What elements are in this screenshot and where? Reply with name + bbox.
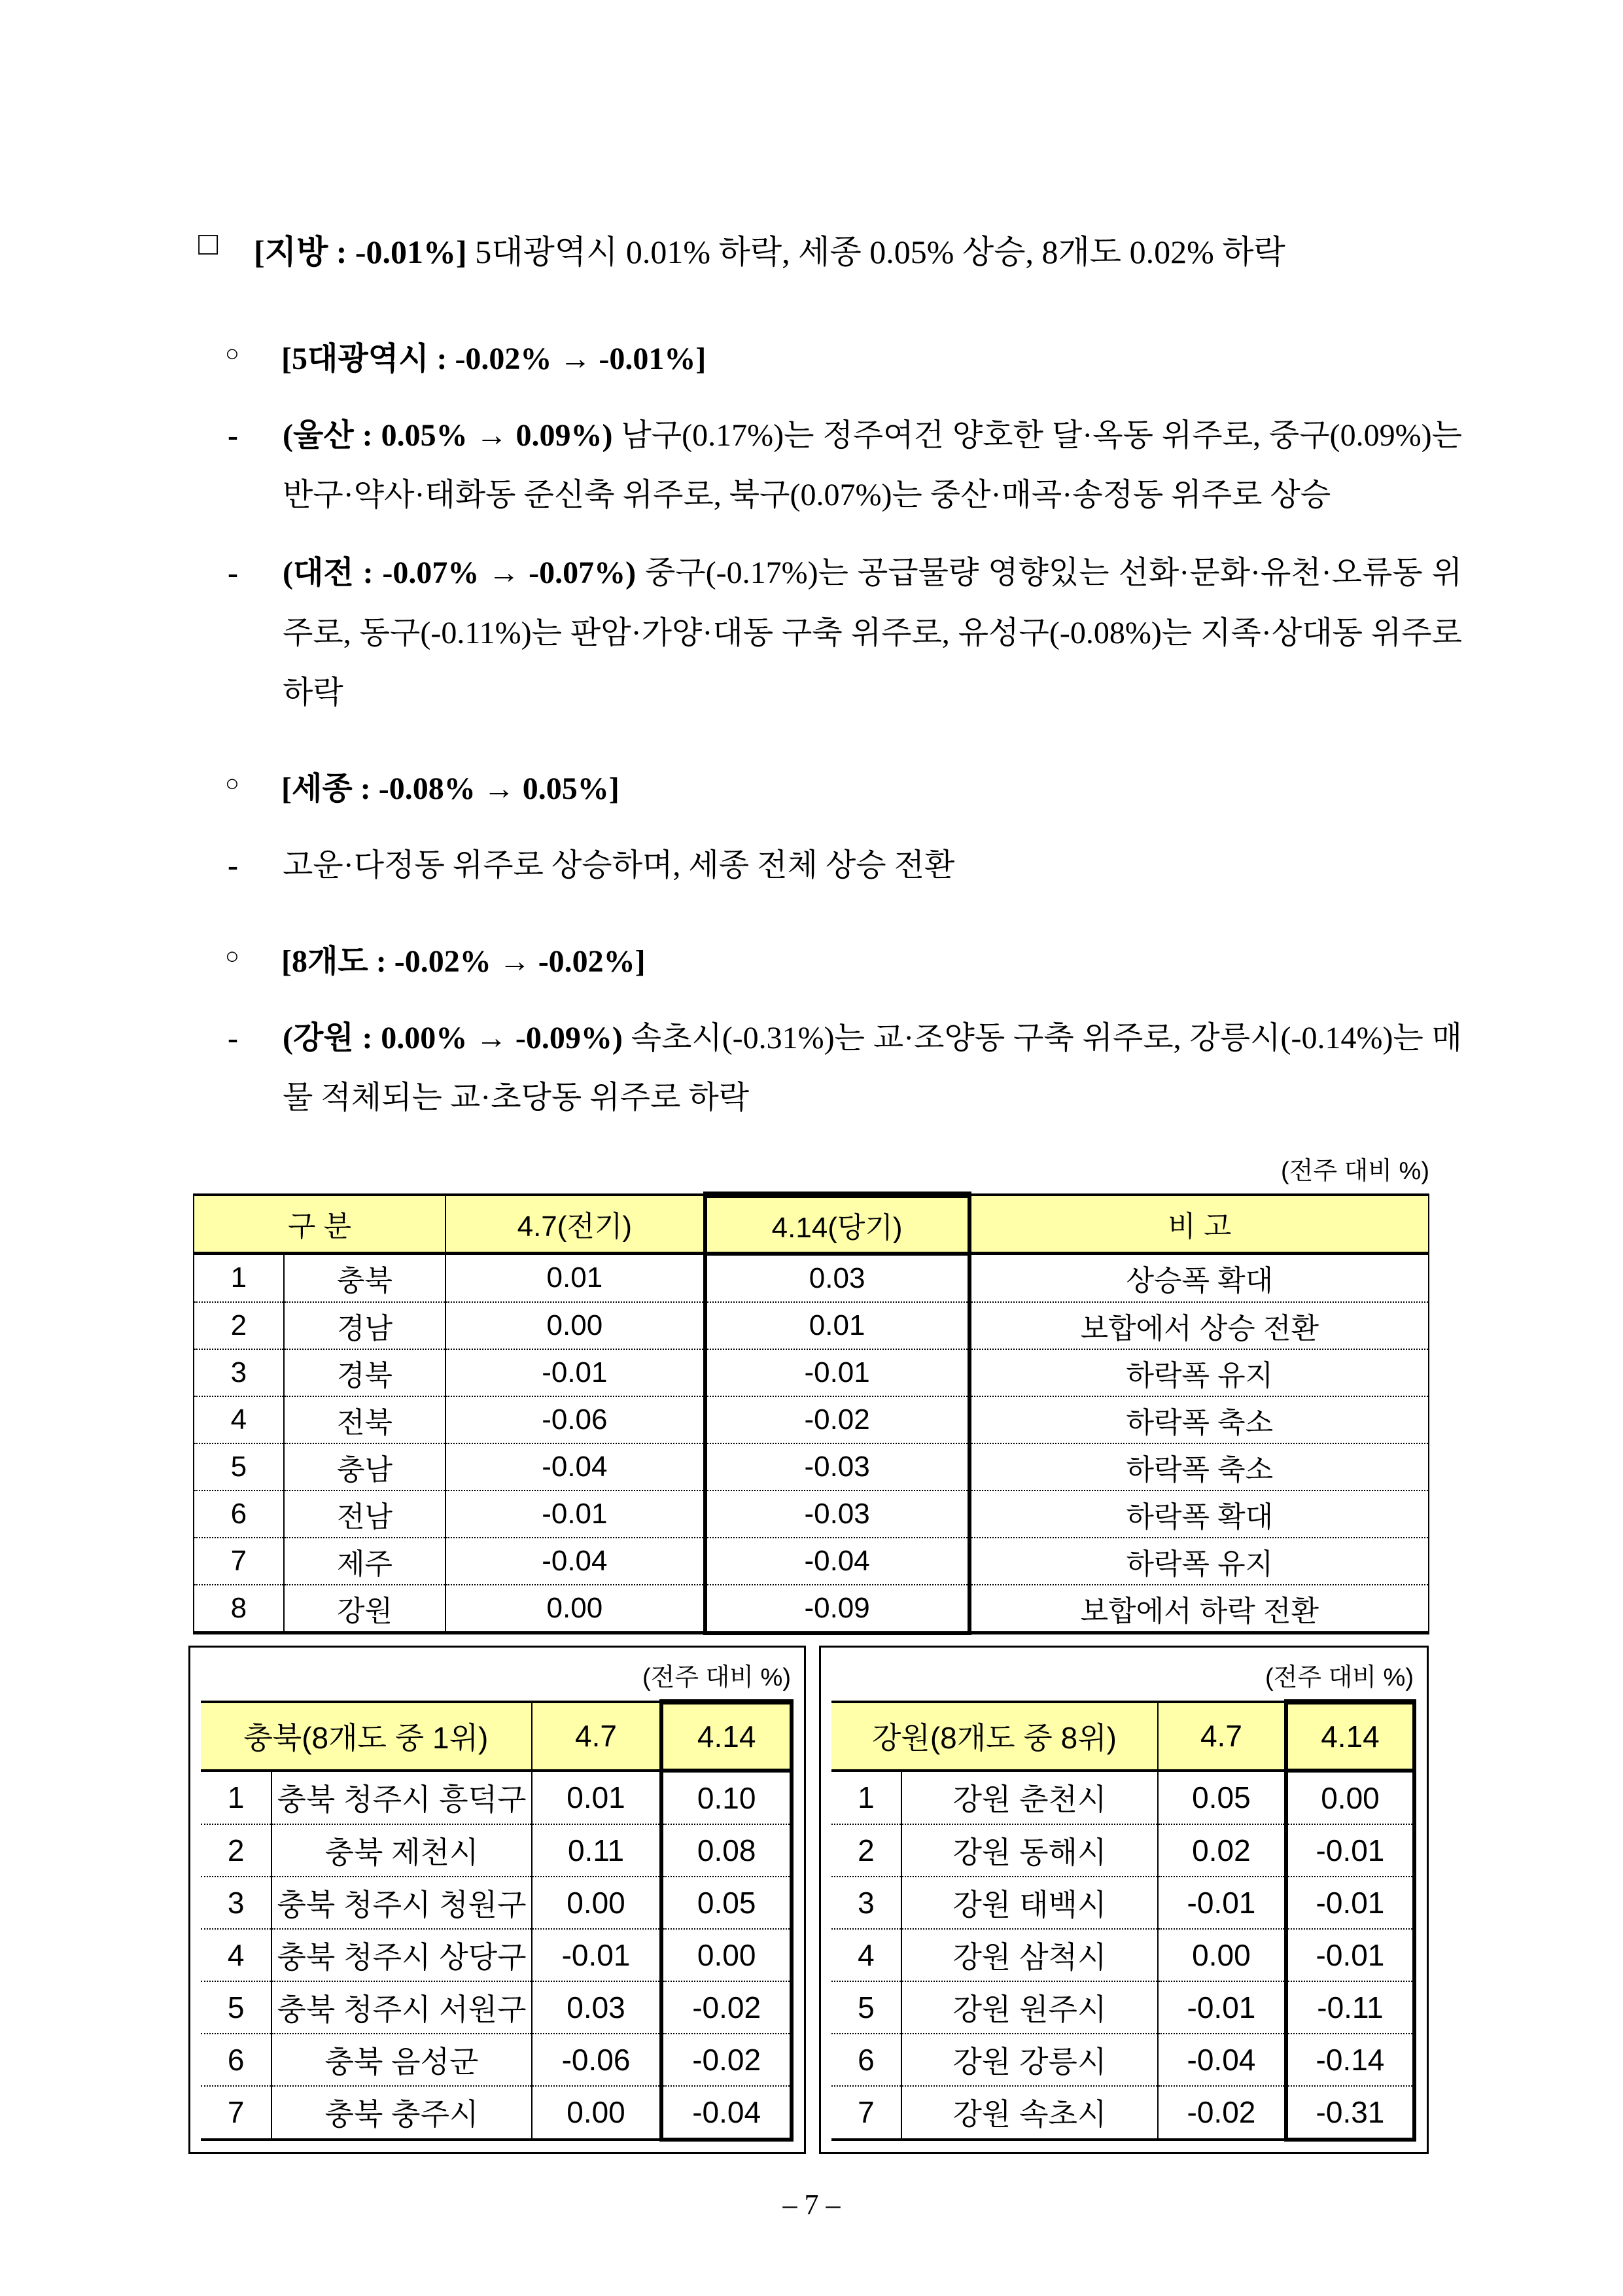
prev-value-cell: -0.04 bbox=[1158, 2034, 1286, 2086]
circle-bullet-icon: ○ bbox=[225, 943, 239, 970]
col-header-curr: 4.14 bbox=[1286, 1702, 1414, 1771]
prev-value-cell: -0.01 bbox=[445, 1491, 705, 1538]
rank-cell: 3 bbox=[831, 1877, 901, 1929]
curr-value-cell: -0.01 bbox=[1286, 1877, 1414, 1929]
prev-value-cell: 0.05 bbox=[1158, 1771, 1286, 1824]
rank-cell: 1 bbox=[858, 1780, 875, 1814]
table-row bbox=[201, 2086, 792, 2140]
region-cell: 강원 원주시 bbox=[901, 1981, 1158, 2034]
prev-value-cell: -0.01 bbox=[1158, 1981, 1286, 2034]
curr-value-cell: -0.01 bbox=[705, 1349, 969, 1396]
item-daejeon-text: 중구(-0.17%)는 공급물량 영향있는 선화·문화·유천·오류동 위주로, 동구(-0.11%)는 판암·가양·대동 구축 위주로, 유성구(-0.08%)는 지족·상대동 위주로 하락 bbox=[283, 556, 1462, 710]
table-row bbox=[194, 1443, 1429, 1491]
region-cell: 충북 청주시 서원구 bbox=[271, 1981, 531, 2034]
rank-cell: 8 bbox=[194, 1585, 284, 1633]
curr-value-cell: 0.01 bbox=[705, 1302, 969, 1349]
table-row bbox=[831, 1771, 1414, 1824]
detail-header-row bbox=[831, 1702, 1414, 1771]
table-row bbox=[831, 2034, 1414, 2086]
prev-value-cell: -0.01 bbox=[532, 1929, 662, 1981]
region-cell: 충북 충주시 bbox=[271, 2086, 531, 2140]
page-number: – 7 – bbox=[782, 2188, 841, 2221]
remark-cell: 하락폭 유지 bbox=[969, 1538, 1429, 1585]
remark-cell: 보합에서 하락 전환 bbox=[969, 1585, 1429, 1633]
region-cell: 충북 제천시 bbox=[271, 1824, 531, 1877]
rank-cell: 6 bbox=[831, 2034, 901, 2086]
table-row bbox=[201, 1981, 792, 2034]
curr-value-cell: -0.14 bbox=[1286, 2034, 1414, 2086]
rank-cell: 5 bbox=[831, 1981, 901, 2034]
dash-bullet-icon: - bbox=[228, 1021, 238, 1056]
curr-value-cell: 0.05 bbox=[661, 1877, 792, 1929]
summary-header-row bbox=[194, 1195, 1429, 1254]
region-cell: 충북 청주시 상당구 bbox=[271, 1929, 531, 1981]
curr-value-cell: -0.04 bbox=[661, 2086, 792, 2140]
item-sejong-text: 고운·다정동 위주로 상승하며, 세종 전체 상승 전환 bbox=[283, 847, 955, 883]
remark-cell: 하락폭 유지 bbox=[969, 1349, 1429, 1396]
rank-cell: 2 bbox=[831, 1824, 901, 1877]
region-cell: 강원 강릉시 bbox=[901, 2034, 1158, 2086]
curr-value-cell: -0.03 bbox=[705, 1491, 969, 1538]
dash-bullet-icon: - bbox=[228, 556, 238, 591]
chungbuk-table-box bbox=[188, 1646, 806, 2154]
rank-cell: 1 bbox=[227, 1780, 245, 1814]
remark-cell: 보합에서 상승 전환 bbox=[969, 1302, 1429, 1349]
col-header-curr: 4.14(당기) bbox=[705, 1195, 969, 1254]
table-row bbox=[201, 1771, 792, 1824]
prev-value-cell: 0.00 bbox=[445, 1302, 705, 1349]
item-ulsan-bold: (울산 : 0.05% → 0.09%) bbox=[283, 418, 613, 453]
prev-value-cell: -0.02 bbox=[1158, 2086, 1286, 2140]
prev-value-cell: 0.03 bbox=[532, 1981, 662, 2034]
item-ulsan-text: 남구(0.17%)는 정주여건 양호한 달·옥동 위주로, 중구(0.09%)는 반구·약사·태화동 준신축 위주로, 북구(0.07%)는 중산·매곡·송정동 위주로 상승 bbox=[283, 418, 1462, 513]
dash-bullet-icon: - bbox=[228, 418, 238, 453]
prev-value-cell: 0.01 bbox=[445, 1254, 705, 1302]
rank-cell: 7 bbox=[201, 2086, 271, 2140]
prev-value-cell: -0.06 bbox=[532, 2034, 662, 2086]
table-row bbox=[194, 1538, 1429, 1585]
table-row bbox=[201, 2034, 792, 2086]
region-cell: 강원 삼척시 bbox=[901, 1929, 1158, 1981]
curr-value-cell: -0.03 bbox=[705, 1443, 969, 1491]
prev-value-cell: 0.00 bbox=[445, 1585, 705, 1633]
region-cell: 강원 bbox=[284, 1585, 445, 1633]
table-row bbox=[194, 1396, 1429, 1443]
curr-value-cell: 0.00 bbox=[1286, 1771, 1414, 1824]
table-row bbox=[831, 1981, 1414, 2034]
prev-value-cell: 0.11 bbox=[532, 1824, 662, 1877]
col-header-prev: 4.7 bbox=[1158, 1702, 1286, 1771]
curr-value-cell: -0.02 bbox=[661, 2034, 792, 2086]
region-cell: 강원 춘천시 bbox=[901, 1771, 1158, 1824]
remark-cell: 상승폭 확대 bbox=[1126, 1265, 1274, 1298]
chungbuk-detail-table bbox=[201, 1699, 794, 2142]
prev-value-cell: -0.06 bbox=[445, 1396, 705, 1443]
prev-value-cell: 0.02 bbox=[1158, 1824, 1286, 1877]
curr-value-cell: -0.02 bbox=[661, 1981, 792, 2034]
subheading-5metro bbox=[0, 333, 1462, 378]
rank-cell: 7 bbox=[194, 1538, 284, 1585]
table-row bbox=[194, 1254, 1429, 1302]
prev-value-cell: -0.01 bbox=[1158, 1877, 1286, 1929]
table-row bbox=[194, 1349, 1429, 1396]
region-cell: 충북 음성군 bbox=[271, 2034, 531, 2086]
rank-cell: 6 bbox=[194, 1491, 284, 1538]
rank-cell: 4 bbox=[194, 1396, 284, 1443]
curr-value-cell: -0.01 bbox=[1286, 1824, 1414, 1877]
subheading-8do-text: [8개도 : -0.02% → -0.02%] bbox=[281, 944, 646, 980]
circle-bullet-icon: ○ bbox=[225, 769, 239, 796]
curr-value-cell: -0.02 bbox=[705, 1396, 969, 1443]
prev-value-cell: 0.00 bbox=[1158, 1929, 1286, 1981]
region-cell: 강원 동해시 bbox=[901, 1824, 1158, 1877]
item-daejeon bbox=[0, 543, 1462, 722]
region-cell: 충북 청주시 청원구 bbox=[271, 1877, 531, 1929]
rank-cell: 2 bbox=[201, 1824, 271, 1877]
region-cell: 강원 태백시 bbox=[901, 1877, 1158, 1929]
region-cell: 경북 bbox=[284, 1349, 445, 1396]
detail-title-cell: 충북(8개도 중 1위) bbox=[201, 1702, 532, 1771]
curr-value-cell: 0.10 bbox=[661, 1771, 792, 1824]
curr-value-cell: -0.09 bbox=[705, 1585, 969, 1633]
detail-title-cell: 강원(8개도 중 8위) bbox=[831, 1702, 1158, 1771]
subheading-sejong-text: [세종 : -0.08% → 0.05%] bbox=[281, 771, 620, 806]
table-row bbox=[831, 2086, 1414, 2140]
rank-cell: 5 bbox=[194, 1443, 284, 1491]
item-daejeon-bold: (대전 : -0.07% → -0.07%) bbox=[283, 556, 637, 591]
detail-tables-row bbox=[188, 1646, 1623, 2154]
region-cell: 전남 bbox=[284, 1491, 445, 1538]
prev-value-cell: 0.00 bbox=[532, 2086, 662, 2140]
table-row bbox=[194, 1491, 1429, 1538]
item-gangwon bbox=[0, 1008, 1462, 1127]
heading-rest-text: 5대광역시 0.01% 하락, 세종 0.05% 상승, 8개도 0.02% 하락 bbox=[475, 234, 1285, 270]
curr-value-cell: -0.11 bbox=[1286, 1981, 1414, 2034]
unit-note-gangwon: (전주 대비 %) bbox=[1265, 1663, 1414, 1691]
square-bullet-icon: □ bbox=[198, 225, 218, 262]
rank-cell: 3 bbox=[201, 1877, 271, 1929]
detail-header-row bbox=[201, 1702, 792, 1771]
item-sejong-note bbox=[0, 836, 1462, 895]
subheading-5metro-text: [5대광역시 : -0.02% → -0.01%] bbox=[281, 342, 707, 376]
rank-cell: 7 bbox=[831, 2086, 901, 2140]
curr-value-cell: 0.03 bbox=[705, 1254, 969, 1302]
table-row bbox=[831, 1929, 1414, 1981]
item-gangwon-text: 속초시(-0.31%)는 교·조양동 구축 위주로, 강릉시(-0.14%)는 매물 적체되는 교·초당동 위주로 하락 bbox=[283, 1021, 1462, 1116]
prev-value-cell: -0.04 bbox=[445, 1443, 705, 1491]
table-row bbox=[201, 1824, 792, 1877]
curr-value-cell: 0.00 bbox=[661, 1929, 792, 1981]
table-row bbox=[201, 1929, 792, 1981]
rank-cell: 1 bbox=[230, 1262, 247, 1294]
col-header-prev: 4.7(전기) bbox=[445, 1195, 705, 1254]
region-cell: 전북 bbox=[284, 1396, 445, 1443]
rank-cell: 4 bbox=[831, 1929, 901, 1981]
region-cell: 충북 청주시 흥덕구 bbox=[271, 1771, 531, 1824]
curr-value-cell: -0.01 bbox=[1286, 1929, 1414, 1981]
curr-value-cell: -0.31 bbox=[1286, 2086, 1414, 2140]
col-header-remark: 비 고 bbox=[969, 1195, 1429, 1254]
region-cell: 강원 속초시 bbox=[901, 2086, 1158, 2140]
heading-bold-text: [지방 : -0.01%] bbox=[254, 234, 467, 270]
subheading-8do bbox=[0, 936, 1462, 981]
remark-cell: 하락폭 축소 bbox=[969, 1443, 1429, 1491]
region-cell: 경남 bbox=[284, 1302, 445, 1349]
col-header-category: 구 분 bbox=[194, 1195, 445, 1254]
rank-cell: 3 bbox=[194, 1349, 284, 1396]
item-ulsan bbox=[0, 406, 1462, 525]
table-row bbox=[831, 1824, 1414, 1877]
table-row bbox=[831, 1877, 1414, 1929]
prev-value-cell: 0.01 bbox=[532, 1771, 662, 1824]
rank-cell: 5 bbox=[201, 1981, 271, 2034]
curr-value-cell: 0.08 bbox=[661, 1824, 792, 1877]
gangwon-detail-table bbox=[831, 1699, 1416, 2142]
subheading-sejong bbox=[0, 763, 1462, 808]
region-cell: 충남 bbox=[284, 1443, 445, 1491]
col-header-curr: 4.14 bbox=[661, 1702, 792, 1771]
prev-value-cell: 0.00 bbox=[532, 1877, 662, 1929]
province-summary-table bbox=[193, 1192, 1429, 1635]
prev-value-cell: -0.01 bbox=[445, 1349, 705, 1396]
dash-bullet-icon: - bbox=[228, 847, 238, 883]
prev-value-cell: -0.04 bbox=[445, 1538, 705, 1585]
gangwon-table-box bbox=[819, 1646, 1429, 2154]
unit-note-chungbuk: (전주 대비 %) bbox=[642, 1663, 791, 1691]
rank-cell: 2 bbox=[194, 1302, 284, 1349]
rank-cell: 4 bbox=[201, 1929, 271, 1981]
col-header-prev: 4.7 bbox=[532, 1702, 662, 1771]
table-row bbox=[194, 1585, 1429, 1633]
table-row bbox=[194, 1302, 1429, 1349]
item-gangwon-bold: (강원 : 0.00% → -0.09%) bbox=[283, 1021, 623, 1056]
unit-note-main: (전주 대비 %) bbox=[1280, 1157, 1429, 1185]
circle-bullet-icon: ○ bbox=[225, 340, 239, 366]
remark-cell: 하락폭 축소 bbox=[969, 1396, 1429, 1443]
region-cell: 제주 bbox=[284, 1538, 445, 1585]
section-heading-jibang bbox=[0, 226, 1462, 273]
curr-value-cell: -0.04 bbox=[705, 1538, 969, 1585]
table-row bbox=[201, 1877, 792, 1929]
region-cell: 충북 bbox=[284, 1254, 445, 1302]
remark-cell: 하락폭 확대 bbox=[969, 1491, 1429, 1538]
rank-cell: 6 bbox=[201, 2034, 271, 2086]
